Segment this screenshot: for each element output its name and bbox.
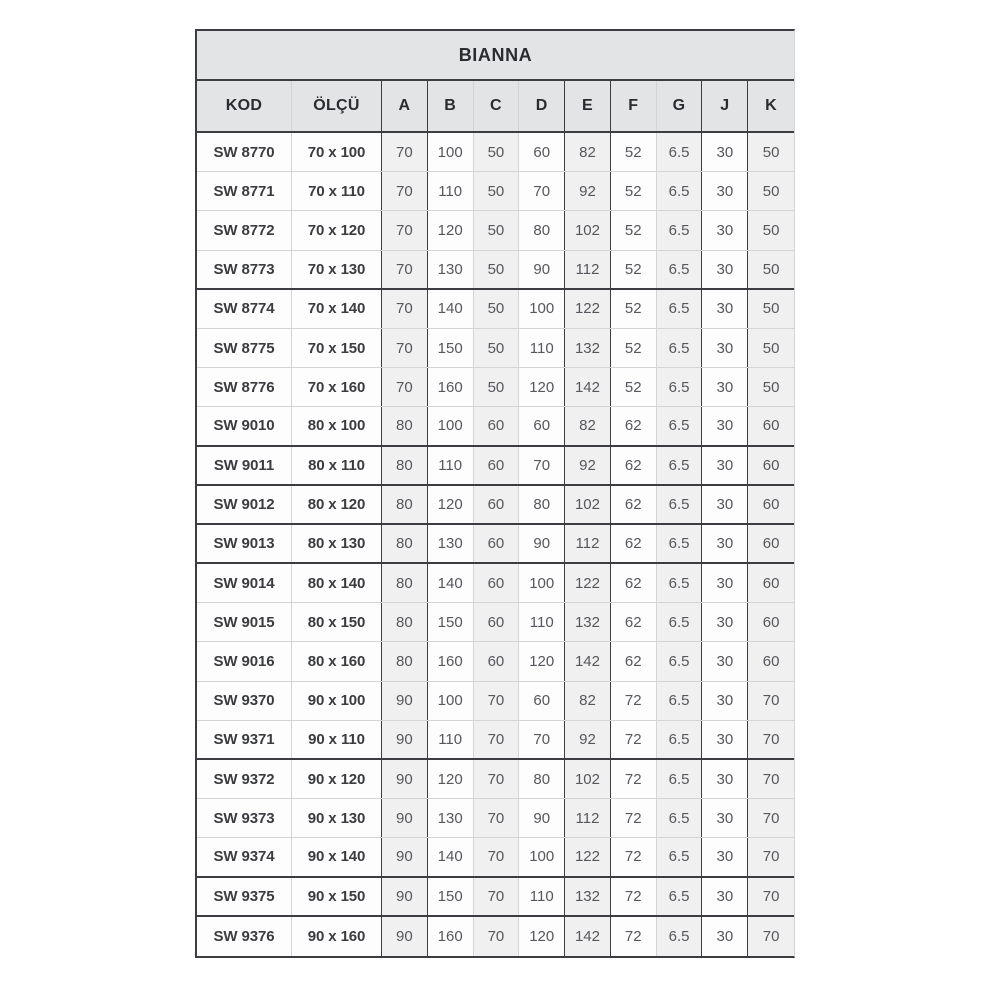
cell-a: 80 [382, 525, 428, 562]
cell-d: 70 [519, 447, 565, 484]
cell-olcu: 70 x 120 [292, 211, 382, 249]
cell-e: 122 [565, 564, 611, 602]
cell-j: 30 [702, 368, 748, 406]
cell-kod: SW 8773 [197, 251, 292, 288]
cell-g: 6.5 [657, 486, 703, 523]
column-header-a: A [382, 81, 428, 131]
cell-g: 6.5 [657, 525, 703, 562]
cell-d: 60 [519, 682, 565, 720]
cell-c: 50 [474, 211, 520, 249]
cell-a: 80 [382, 603, 428, 641]
column-header-olcu: ÖLÇÜ [292, 81, 382, 131]
cell-d: 120 [519, 917, 565, 956]
cell-g: 6.5 [657, 838, 703, 875]
table-title: BIANNA [458, 44, 533, 65]
cell-g: 6.5 [657, 211, 703, 249]
table-row [197, 172, 794, 211]
cell-k: 60 [748, 447, 794, 484]
cell-a: 90 [382, 682, 428, 720]
cell-d: 80 [519, 760, 565, 798]
cell-f: 52 [611, 211, 657, 249]
cell-e: 112 [565, 525, 611, 562]
cell-b: 100 [428, 133, 474, 171]
table-row [197, 564, 794, 603]
cell-olcu: 70 x 150 [292, 329, 382, 367]
cell-olcu: 80 x 140 [292, 564, 382, 602]
cell-kod: SW 9013 [197, 525, 292, 562]
cell-b: 150 [428, 329, 474, 367]
cell-k: 70 [748, 878, 794, 915]
cell-b: 140 [428, 838, 474, 875]
cell-f: 52 [611, 133, 657, 171]
table-row [197, 721, 794, 760]
cell-g: 6.5 [657, 407, 703, 444]
table-body [197, 133, 794, 956]
cell-j: 30 [702, 486, 748, 523]
cell-kod: SW 9375 [197, 878, 292, 915]
cell-c: 60 [474, 447, 520, 484]
cell-e: 102 [565, 760, 611, 798]
cell-e: 122 [565, 290, 611, 328]
cell-c: 70 [474, 838, 520, 875]
cell-b: 110 [428, 172, 474, 210]
cell-olcu: 90 x 140 [292, 838, 382, 875]
cell-a: 70 [382, 172, 428, 210]
cell-k: 60 [748, 407, 794, 444]
table-row [197, 211, 794, 250]
table-row [197, 838, 794, 877]
column-header-d: D [519, 81, 565, 131]
cell-f: 62 [611, 525, 657, 562]
cell-d: 70 [519, 721, 565, 758]
cell-k: 50 [748, 251, 794, 288]
cell-d: 60 [519, 407, 565, 444]
cell-d: 100 [519, 564, 565, 602]
cell-j: 30 [702, 564, 748, 602]
cell-b: 140 [428, 564, 474, 602]
cell-a: 70 [382, 329, 428, 367]
cell-d: 90 [519, 251, 565, 288]
cell-g: 6.5 [657, 290, 703, 328]
cell-e: 92 [565, 721, 611, 758]
cell-d: 110 [519, 329, 565, 367]
cell-d: 90 [519, 799, 565, 837]
cell-kod: SW 8775 [197, 329, 292, 367]
cell-e: 142 [565, 368, 611, 406]
cell-j: 30 [702, 290, 748, 328]
cell-a: 90 [382, 917, 428, 956]
cell-kod: SW 9012 [197, 486, 292, 523]
table-row [197, 486, 794, 525]
cell-c: 50 [474, 290, 520, 328]
table-row [197, 878, 794, 917]
cell-c: 60 [474, 642, 520, 680]
cell-j: 30 [702, 133, 748, 171]
table-row [197, 525, 794, 564]
cell-k: 70 [748, 760, 794, 798]
cell-b: 130 [428, 251, 474, 288]
cell-olcu: 70 x 110 [292, 172, 382, 210]
cell-c: 50 [474, 368, 520, 406]
cell-kod: SW 9371 [197, 721, 292, 758]
cell-c: 50 [474, 251, 520, 288]
cell-olcu: 80 x 100 [292, 407, 382, 444]
cell-j: 30 [702, 838, 748, 875]
cell-olcu: 70 x 160 [292, 368, 382, 406]
cell-c: 70 [474, 878, 520, 915]
cell-kod: SW 8772 [197, 211, 292, 249]
column-header-f: F [611, 81, 657, 131]
cell-a: 70 [382, 368, 428, 406]
cell-a: 90 [382, 838, 428, 875]
cell-d: 110 [519, 878, 565, 915]
table-row [197, 368, 794, 407]
cell-a: 80 [382, 486, 428, 523]
cell-olcu: 70 x 100 [292, 133, 382, 171]
column-header-j: J [702, 81, 748, 131]
cell-b: 100 [428, 407, 474, 444]
table-row [197, 407, 794, 446]
cell-d: 120 [519, 368, 565, 406]
cell-j: 30 [702, 682, 748, 720]
cell-a: 90 [382, 799, 428, 837]
cell-c: 60 [474, 407, 520, 444]
table-row [197, 760, 794, 799]
cell-d: 120 [519, 642, 565, 680]
table-title-row [197, 31, 794, 81]
cell-k: 60 [748, 525, 794, 562]
cell-f: 72 [611, 838, 657, 875]
cell-j: 30 [702, 603, 748, 641]
cell-b: 120 [428, 486, 474, 523]
cell-olcu: 90 x 100 [292, 682, 382, 720]
cell-j: 30 [702, 211, 748, 249]
cell-a: 80 [382, 407, 428, 444]
cell-olcu: 90 x 120 [292, 760, 382, 798]
cell-e: 102 [565, 486, 611, 523]
table-row [197, 917, 794, 956]
cell-f: 62 [611, 564, 657, 602]
cell-b: 160 [428, 368, 474, 406]
cell-b: 110 [428, 721, 474, 758]
cell-kod: SW 8776 [197, 368, 292, 406]
cell-f: 52 [611, 172, 657, 210]
cell-c: 60 [474, 525, 520, 562]
cell-kod: SW 8774 [197, 290, 292, 328]
cell-e: 132 [565, 329, 611, 367]
cell-kod: SW 9373 [197, 799, 292, 837]
cell-f: 62 [611, 447, 657, 484]
cell-b: 130 [428, 525, 474, 562]
cell-k: 70 [748, 721, 794, 758]
cell-g: 6.5 [657, 564, 703, 602]
cell-j: 30 [702, 525, 748, 562]
cell-j: 30 [702, 172, 748, 210]
table-row [197, 603, 794, 642]
cell-f: 72 [611, 799, 657, 837]
cell-d: 60 [519, 133, 565, 171]
cell-g: 6.5 [657, 721, 703, 758]
cell-a: 90 [382, 760, 428, 798]
column-header-g: G [657, 81, 703, 131]
cell-a: 70 [382, 133, 428, 171]
cell-a: 80 [382, 447, 428, 484]
cell-f: 72 [611, 878, 657, 915]
cell-k: 50 [748, 368, 794, 406]
cell-e: 132 [565, 603, 611, 641]
cell-j: 30 [702, 760, 748, 798]
cell-olcu: 90 x 160 [292, 917, 382, 956]
cell-j: 30 [702, 447, 748, 484]
cell-j: 30 [702, 407, 748, 444]
cell-g: 6.5 [657, 799, 703, 837]
table-row [197, 682, 794, 721]
cell-e: 142 [565, 642, 611, 680]
cell-c: 60 [474, 603, 520, 641]
cell-f: 52 [611, 290, 657, 328]
cell-kod: SW 9376 [197, 917, 292, 956]
cell-k: 50 [748, 290, 794, 328]
cell-k: 50 [748, 133, 794, 171]
cell-c: 70 [474, 682, 520, 720]
cell-olcu: 80 x 120 [292, 486, 382, 523]
cell-f: 52 [611, 368, 657, 406]
cell-j: 30 [702, 329, 748, 367]
cell-e: 142 [565, 917, 611, 956]
cell-f: 52 [611, 329, 657, 367]
cell-k: 70 [748, 917, 794, 956]
cell-d: 80 [519, 211, 565, 249]
cell-k: 60 [748, 603, 794, 641]
cell-k: 60 [748, 642, 794, 680]
cell-g: 6.5 [657, 917, 703, 956]
cell-b: 100 [428, 682, 474, 720]
cell-kod: SW 8770 [197, 133, 292, 171]
cell-kod: SW 9010 [197, 407, 292, 444]
cell-c: 60 [474, 564, 520, 602]
cell-olcu: 90 x 130 [292, 799, 382, 837]
cell-c: 50 [474, 172, 520, 210]
cell-e: 82 [565, 682, 611, 720]
cell-k: 50 [748, 329, 794, 367]
column-header-k: K [748, 81, 794, 131]
cell-k: 60 [748, 486, 794, 523]
cell-kod: SW 8771 [197, 172, 292, 210]
cell-j: 30 [702, 917, 748, 956]
cell-b: 140 [428, 290, 474, 328]
cell-f: 62 [611, 642, 657, 680]
cell-f: 72 [611, 721, 657, 758]
cell-c: 70 [474, 760, 520, 798]
cell-d: 100 [519, 838, 565, 875]
column-header-b: B [428, 81, 474, 131]
cell-g: 6.5 [657, 329, 703, 367]
cell-olcu: 80 x 160 [292, 642, 382, 680]
cell-g: 6.5 [657, 682, 703, 720]
cell-g: 6.5 [657, 878, 703, 915]
cell-f: 62 [611, 603, 657, 641]
table-row [197, 447, 794, 486]
cell-e: 112 [565, 251, 611, 288]
cell-b: 120 [428, 211, 474, 249]
cell-a: 80 [382, 564, 428, 602]
cell-kod: SW 9011 [197, 447, 292, 484]
cell-k: 70 [748, 799, 794, 837]
cell-k: 50 [748, 172, 794, 210]
cell-d: 80 [519, 486, 565, 523]
cell-f: 72 [611, 760, 657, 798]
table-row [197, 642, 794, 681]
cell-g: 6.5 [657, 133, 703, 171]
cell-c: 50 [474, 133, 520, 171]
cell-olcu: 80 x 130 [292, 525, 382, 562]
cell-e: 122 [565, 838, 611, 875]
column-header-e: E [565, 81, 611, 131]
cell-g: 6.5 [657, 447, 703, 484]
cell-e: 112 [565, 799, 611, 837]
table-row [197, 251, 794, 290]
table-row [197, 799, 794, 838]
cell-f: 52 [611, 251, 657, 288]
column-header-row [197, 81, 794, 133]
cell-c: 70 [474, 917, 520, 956]
column-header-c: C [474, 81, 520, 131]
cell-e: 132 [565, 878, 611, 915]
table-row [197, 329, 794, 368]
cell-j: 30 [702, 721, 748, 758]
cell-g: 6.5 [657, 368, 703, 406]
cell-g: 6.5 [657, 642, 703, 680]
cell-kod: SW 9372 [197, 760, 292, 798]
cell-a: 70 [382, 290, 428, 328]
cell-f: 62 [611, 486, 657, 523]
cell-olcu: 80 x 150 [292, 603, 382, 641]
cell-c: 70 [474, 721, 520, 758]
cell-e: 92 [565, 447, 611, 484]
cell-k: 70 [748, 838, 794, 875]
cell-b: 160 [428, 917, 474, 956]
cell-j: 30 [702, 251, 748, 288]
cell-f: 62 [611, 407, 657, 444]
cell-olcu: 70 x 140 [292, 290, 382, 328]
cell-olcu: 90 x 150 [292, 878, 382, 915]
cell-e: 82 [565, 133, 611, 171]
cell-d: 70 [519, 172, 565, 210]
cell-kod: SW 9016 [197, 642, 292, 680]
cell-a: 80 [382, 642, 428, 680]
cell-olcu: 90 x 110 [292, 721, 382, 758]
cell-a: 70 [382, 251, 428, 288]
cell-g: 6.5 [657, 603, 703, 641]
cell-f: 72 [611, 917, 657, 956]
cell-kod: SW 9015 [197, 603, 292, 641]
cell-olcu: 80 x 110 [292, 447, 382, 484]
cell-d: 90 [519, 525, 565, 562]
cell-k: 60 [748, 564, 794, 602]
cell-a: 90 [382, 721, 428, 758]
column-header-kod: KOD [197, 81, 292, 131]
cell-b: 110 [428, 447, 474, 484]
cell-e: 92 [565, 172, 611, 210]
cell-b: 130 [428, 799, 474, 837]
cell-j: 30 [702, 878, 748, 915]
cell-g: 6.5 [657, 172, 703, 210]
cell-b: 150 [428, 878, 474, 915]
cell-kod: SW 9374 [197, 838, 292, 875]
cell-c: 70 [474, 799, 520, 837]
cell-a: 90 [382, 878, 428, 915]
cell-k: 70 [748, 682, 794, 720]
table-row [197, 290, 794, 329]
cell-olcu: 70 x 130 [292, 251, 382, 288]
cell-j: 30 [702, 642, 748, 680]
cell-e: 82 [565, 407, 611, 444]
cell-g: 6.5 [657, 760, 703, 798]
cell-d: 100 [519, 290, 565, 328]
table-row [197, 133, 794, 172]
cell-a: 70 [382, 211, 428, 249]
cell-kod: SW 9014 [197, 564, 292, 602]
cell-f: 72 [611, 682, 657, 720]
cell-b: 120 [428, 760, 474, 798]
cell-e: 102 [565, 211, 611, 249]
cell-k: 50 [748, 211, 794, 249]
cell-c: 60 [474, 486, 520, 523]
cell-b: 150 [428, 603, 474, 641]
size-spec-table [195, 29, 795, 958]
cell-j: 30 [702, 799, 748, 837]
cell-kod: SW 9370 [197, 682, 292, 720]
cell-c: 50 [474, 329, 520, 367]
cell-d: 110 [519, 603, 565, 641]
cell-b: 160 [428, 642, 474, 680]
cell-g: 6.5 [657, 251, 703, 288]
